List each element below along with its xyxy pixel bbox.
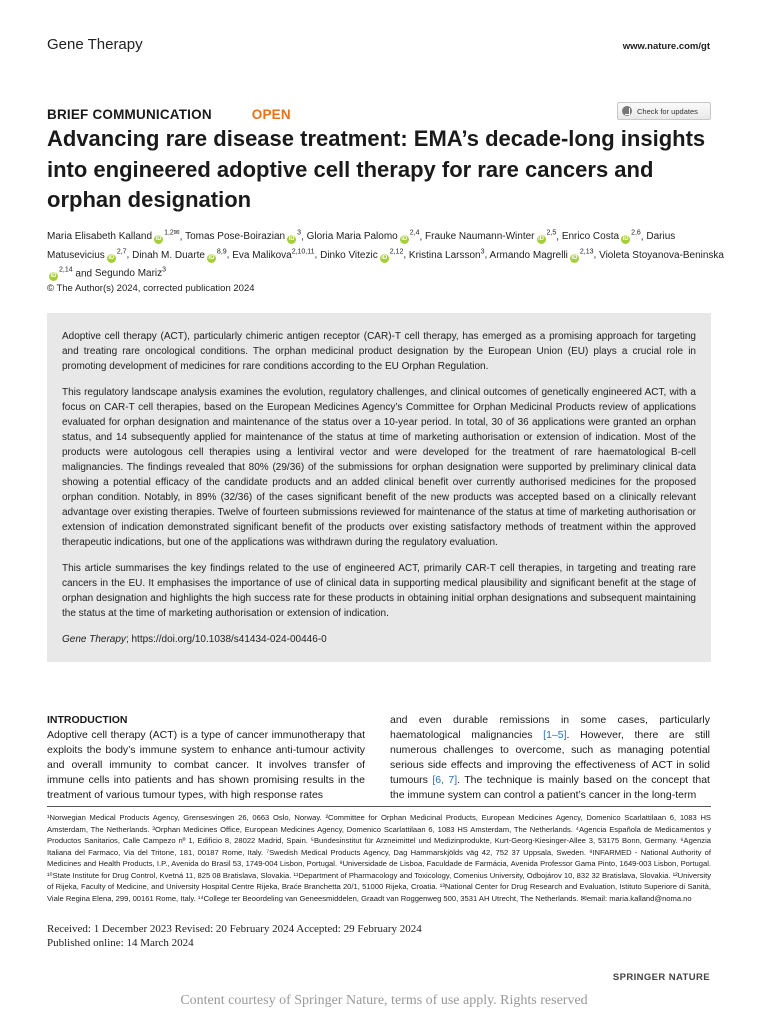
article-type-row [47,107,291,122]
check-for-updates-button[interactable] [617,102,711,120]
author-affiliation-marker: 2,5 [546,230,557,237]
intro-text: and even durable remissions in some cases, particularly haematological malignancies [390,714,710,741]
article-type: BRIEF COMMUNICATION [47,107,212,122]
author-affiliation-marker: 3 [162,266,167,274]
author-affiliation-marker: 2,4 [409,230,420,237]
author-entry [185,231,301,242]
author-name[interactable]: Kristina Larsson [408,249,481,261]
orcid-icon[interactable]: iD [50,272,57,279]
check-updates-label: Check for updates [637,106,698,116]
author-affiliation-marker: 1,2✉ [164,230,180,237]
abstract-paragraph: Adoptive cell therapy (ACT), particularly chimeric antigen receptor (CAR)-T cell therapy, has emerged as a promising approach for targeting and treating rare oncological conditions. The orphan medicinal product designation by the European Union (EU) plays a crucial role in promoting development of medicines for rare conditions according to the EU Orphan Regulation. [62,331,696,372]
author-list: Maria Elisabeth Kalland $iD^{1,2✉}$, Tomas Pose-Boirazian $iD^3$, Gloria Maria Palomo iD$^{2,4}$, Frauke Naumann-Winter iD$^{2,5}$, Enrico Costa iD$^{2,6}$, Darius Matusevicius iD$^{2,7}$, Dinah M. Duarte iD$^{8,9}$, Eva Malikova$^{2,10,11}$, Dinko Vitezic iD$^{2,12}$, Kristina Larsson$^3$, Armando Magrelli iD$^{2,13}$, Violeta Stoyanova-BeninskaiD$^{2,14}$ and Segundo Mariz$^3$ [47,230,724,279]
author-name[interactable]: Eva Malikova [232,249,292,261]
author-name[interactable]: Maria Elisabeth Kalland [47,231,153,243]
author-affiliation-marker: 2,7 [116,248,127,256]
author-name[interactable]: Armando Magrelli [489,249,568,261]
author-entry [320,250,403,261]
author-entry [409,250,485,261]
open-access-label: OPEN [251,107,291,122]
intro-paragraph: Adoptive cell therapy (ACT) is a type of cancer immunotherapy that exploits the body’s immune system to enhance anti-tumour activity and overall immunity to combat cancer. It involves transfer of immune cells into patients and has shown promising results in the treatment of various tumour types, with high response rates [47,729,365,801]
orcid-icon[interactable]: iD [155,236,162,243]
abstract-citation [62,632,696,647]
intro-text: . However, there are still numerous challenges to overcome, such as managing potential serious side effects and improving the effectiveness of ACT in solid tumours [390,729,710,786]
author-name[interactable]: Enrico Costa [561,231,620,243]
intro-text: . The technique is mainly based on the concept that the immune system can control a patient’s cancer in the long-term [390,774,710,801]
article-title: Advancing rare disease treatment: EMA’s decade-long insights into engineered adoptive cell therapy for rare cancers and orphan designation [47,126,706,212]
journal-url[interactable]: www.nature.com/gt [622,41,710,52]
journal-name: Gene Therapy [47,36,143,53]
footnote-divider [47,806,711,807]
publisher-logo: SPRINGER NATURE [612,972,710,983]
author-name[interactable]: Dinko Vitezic [320,249,378,261]
author-affiliation-marker: 3 [297,230,302,237]
author-entry [132,250,227,261]
author-affiliation-marker: 2,12 [389,248,404,256]
abstract-paragraph: This regulatory landscape analysis examines the evolution, regulatory challenges, and clinical outcomes of genetically engineered ACT, with a focus on CAR-T cell therapies, based on the European Medicines Agency’s Committee for Orphan Medicinal Products review of applications evaluated for orphan designation and maintenance of the status over a 10-year period. In total, 30 of 36 applications were granted an orphan status, and 14 subsequently applied for maintenance of the status at time of marketing authorisation or extension of indication. Most of the products were autologous cell therapies using a lentiviral vector and were developed for the treatment of rare haematological B-cell malignancies. The findings revealed that 80% (29/36) of the submissions for orphan designation were supported by preliminary clinical data showing a potential efficacy of the candidate products and an added clinical benefit over currently authorised medicines for the proposed orphan condition. Notably, in 89% (32/36) of the cases significant benefit of the new products was accepted based on a clinically relevant advantage over existing therapies. Twelve of fourteen submissions reviewed for maintenance of the status at time of marketing authorisation or extension of indication demonstrated significant benefit of the products over existing satisfactory methods of treatment within the approved therapeutic indications, but one of the applications was withdrawn during the regulatory evaluation. [62,387,696,548]
author-entry [95,268,166,279]
author-entry [425,231,556,242]
citation-journal: Gene Therapy [62,634,126,645]
orcid-icon[interactable]: iD [571,254,578,261]
affiliations: ¹Norwegian Medical Products Agency, Grensesvingen 26, 0663 Oslo, Norway. ²Committee for Orphan Medicinal Products, European Medicines Agency, Domenico Scarlattilaan 6, 1083 HS Amsterdam, The Netherlands. ³Orphan Medicines Office, European Medicines Agency, Domenico Scarlattilaan 6, 1083 HS Amsterdam, The Netherlands. ⁴Agencia Española de Medicamentos y Productos Sanitarios, Calle Campezo nº 1, Edificio 8, 28022 Madrid, Spain. ⁵Bundesinstitut für Arzneimittel und Medizinprodukte, Kurt-Georg-Kiesinger-Allee 3, 53175 Bonn, Germany. ⁶Agenzia Italiana del Farmaco, Via del Tritone, 181, 00187 Rome, Italy. ⁷Swedish Medical Products Agency, Dag Hammarskjölds väg 42, 752 37 Uppsala, Sweden. ⁸INFARMED - National Authority of Medicines and Health Products, I.P., Avenida do Brasil 53, 1749-004 Lisbon, Portugal. ⁹Universidade de Lisboa, Faculdade de Farmácia, Avenida Professor Gama Pinto, 1649-003 Lisbon, Portugal. ¹⁰State Institute for Drug Control, Kvetná 11, 825 08 Bratislava, Slovakia. ¹¹Department of Pharmacology and Toxicology, Comenius University, Odbojárov 10, 832 32 Bratislava, Slovakia. ¹²University of Rijeka, Faculty of Medicine, and University Hospital Centre Rijeka, Braće Branchetta 20/1, 51000 Rijeka, Croatia. ¹³National Center for Drug Research and Evaluation, Istituto Superiore di Sanità, Viale Regina Elena, 299, 00161 Rome, Italy. ¹⁴College ter Beoordeling van Geneesmiddelen, Graadt van Roggenweg 500, 3531 AH Utrecht, The Netherlands. ✉email: maria.kalland@noma.no [47,813,711,903]
author-entry [307,231,420,242]
orcid-icon[interactable]: iD [401,236,408,243]
author-name[interactable]: Darius Matusevicius [47,231,676,261]
courtesy-watermark: Content courtesy of Springer Nature, terms of use apply. Rights reserved [180,993,588,1008]
orcid-icon[interactable]: iD [538,236,545,243]
orcid-icon[interactable]: iD [381,254,388,261]
reference-link[interactable]: [6, 7] [432,774,458,786]
author-name[interactable]: Frauke Naumann-Winter [425,231,535,243]
author-affiliation-marker: 3 [480,248,485,256]
author-affiliation-marker: 2,10,11 [291,248,315,256]
copyright-line: © The Author(s) 2024, corrected publication 2024 [47,283,255,294]
received-dates: Received: 1 December 2023 Revised: 20 February 2024 Accepted: 29 February 2024 [47,923,422,935]
author-name[interactable]: Gloria Maria Palomo [306,231,398,243]
author-entry [562,231,641,242]
author-affiliation-marker: 2,13 [579,248,594,256]
author-name[interactable]: Violeta Stoyanova-Beninska [599,249,724,261]
author-affiliation-marker: 2,14 [59,266,73,274]
author-name[interactable]: Dinah M. Duarte [132,249,205,261]
orcid-icon[interactable]: iD [288,236,295,243]
intro-left-column [47,713,365,803]
citation-doi[interactable]: ; https://doi.org/10.1038/s41434-024-00446-0 [125,634,327,645]
publication-dates [47,922,422,950]
published-date: Published online: 14 March 2024 [47,937,194,949]
author-entry [47,231,180,242]
intro-right-column [390,713,710,803]
author-name[interactable]: Tomas Pose-Boirazian [185,231,286,243]
check-updates-icon [622,106,632,116]
orcid-icon[interactable]: iD [108,254,115,261]
author-name[interactable]: Segundo Mariz [94,267,163,279]
author-entry [490,250,594,261]
author-affiliation-marker: 2,6 [631,230,641,237]
orcid-icon[interactable]: iD [622,236,629,243]
reference-link[interactable]: [1–5] [543,729,567,741]
author-entry [232,250,314,261]
abstract-box [47,313,711,662]
section-heading: INTRODUCTION [47,714,128,726]
author-affiliation-marker: 8,9 [216,248,227,256]
abstract-paragraph: This article summarises the key findings related to the use of engineered ACT, primarily CAR-T cell therapies, in targeting and treating rare cancers in the EU. It emphasises the importance of use of clinical data in supporting medical plausibility and significant benefit at the stage of orphan designation and highlights the high success rate for these products in obtaining initial orphan designations and subsequent maintaining the status at the time of marketing authorisation or extension of indication. [62,563,696,619]
orcid-icon[interactable]: iD [208,254,215,261]
